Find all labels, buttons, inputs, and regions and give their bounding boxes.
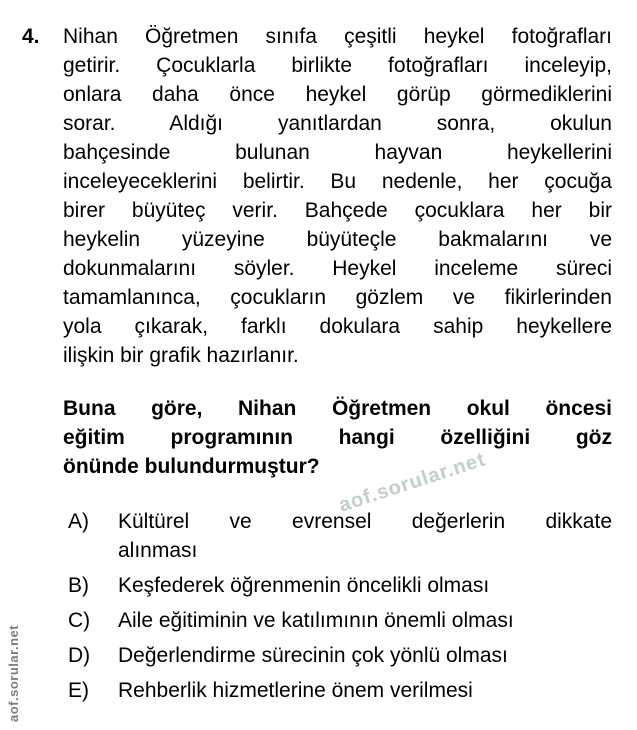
stem-line: önünde bulundurmuştur? [63,455,320,478]
option-a-text[interactable] [118,507,612,565]
option-d[interactable] [63,641,612,670]
option-e[interactable] [63,676,612,705]
option-c-text[interactable] [118,606,612,635]
stem-line: Buna göre, Nihan Öğretmen okul öncesi [63,397,612,420]
body-line: ilişkin bir grafik hazırlanır. [63,344,299,367]
body-line: tamamlanınca, çocukların gözlem ve fikirlerinden [63,286,612,309]
option-line: Değerlendirme sürecinin çok yönlü olması [118,644,508,667]
body-line: getirir. Çocuklarla birlikte fotoğrafları inceleyip, [63,54,612,77]
option-b-text[interactable] [118,571,612,600]
option-e-text[interactable] [118,676,612,705]
question-body-paragraph [63,22,612,370]
body-line: yola çıkarak, farklı dokulara sahip heykellere [63,315,612,338]
option-c-label[interactable]: C) [68,609,91,632]
option-d-text[interactable] [118,641,612,670]
option-line: Rehberlik hizmetlerine önem verilmesi [118,679,473,702]
question-number: 4. [22,25,40,48]
option-b-label[interactable]: B) [68,574,89,597]
options-list [63,507,612,705]
option-d-label[interactable]: D) [68,644,91,667]
watermark-vertical: aof.sorular.net [6,624,21,722]
body-line: sorar. Aldığı yanıtlardan sonra, okulun [63,112,612,135]
option-line: Aile eğitiminin ve katılımının önemli olması [118,609,514,632]
option-e-label[interactable]: E) [68,679,89,702]
option-line: Keşfederek öğrenmenin öncelikli olması [118,574,490,597]
body-line: dokunmalarını söyler. Heykel inceleme süreci [63,257,612,280]
question-stem [63,394,612,481]
option-a-label[interactable]: A) [68,510,89,533]
option-a[interactable] [63,507,612,565]
stem-line: eğitim programının hangi özelliğini göz [63,426,612,449]
option-b[interactable] [63,571,612,600]
watermark-diagonal: aof.sorular.net [336,448,489,517]
body-line: heykelin yüzeyine büyüteçle bakmalarını ve [63,228,612,251]
body-line: Nihan Öğretmen sınıfa çeşitli heykel fotoğrafları [63,25,612,48]
body-line: bahçesinde bulunan hayvan heykellerini [63,141,612,164]
option-line: alınması [118,539,198,562]
option-c[interactable] [63,606,612,635]
body-line: inceleyeceklerini belirtir. Bu nedenle, her çocuğa [63,170,612,193]
body-line: birer büyüteç verir. Bahçede çocuklara her bir [63,199,612,222]
body-line: onlara daha önce heykel görüp görmediklerini [63,83,612,106]
option-line: Kültürel ve evrensel değerlerin dikkate [118,510,612,533]
question-block [22,22,612,711]
